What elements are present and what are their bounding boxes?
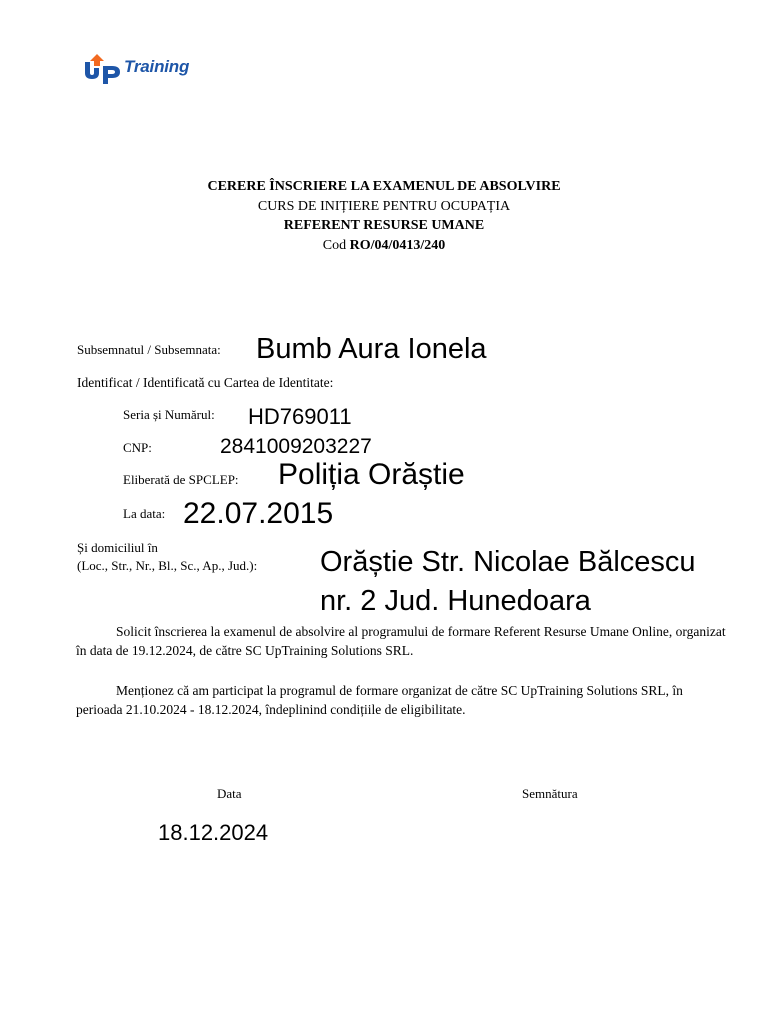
heading-line-3: REFERENT RESURSE UMANE (283, 218, 485, 233)
code-prefix: Cod (322, 237, 350, 253)
issue-date-value: 22.07.2015 (183, 497, 334, 530)
footer-date-value: 18.12.2024 (158, 820, 269, 845)
heading-line-1: CERERE ÎNSCRIERE LA EXAMENUL DE ABSOLVIRE (207, 179, 561, 194)
series-value: HD769011 (248, 404, 352, 429)
footer-date-label: Data (217, 786, 242, 801)
signature-label: Semnătura (522, 786, 578, 801)
cnp-value: 2841009203227 (220, 435, 372, 458)
document-heading (0, 177, 768, 255)
code-value: RO/04/0413/240 (349, 237, 446, 253)
name-value: Bumb Aura Ionela (256, 333, 487, 365)
issued-label: Eliberată de SPCLEP: (123, 472, 239, 487)
date-label: La data: (123, 506, 166, 521)
logo-wordmark: Training (124, 57, 190, 76)
series-label: Seria și Numărul: (123, 407, 215, 422)
request-paragraph (76, 622, 726, 660)
domicile-label-2: (Loc., Str., Nr., Bl., Sc., Ap., Jud.): (77, 558, 258, 573)
id-label: Identificat / Identificată cu Cartea de Identitate: (77, 375, 334, 390)
heading-line-2: CURS DE INIȚIERE PENTRU OCUPAȚIA (257, 198, 511, 214)
cnp-label: CNP: (123, 440, 152, 455)
participation-text: Menționez că am participat la programul de formare organizat de către SC UpTraining Solutions SRL, în perioada 21.10.2024 - 18.12.2024, îndeplinind condițiile de eligibilitate. (76, 683, 683, 717)
domicile-value-1: Orăștie Str. Nicolae Bălcescu (320, 546, 696, 578)
participation-paragraph (76, 681, 726, 719)
company-logo (82, 52, 202, 88)
domicile-label-1: Și domiciliul în (77, 540, 158, 555)
request-text: Solicit înscrierea la examenul de absolvire al programului de formare Referent Resurse Umane Online, organizat în data de 19.12.2024, de către SC UpTraining Solutions SRL. (76, 624, 726, 658)
domicile-value-2: nr. 2 Jud. Hunedoara (320, 585, 591, 617)
up-logo-icon (82, 52, 124, 84)
issued-value: Poliția Orăștie (278, 458, 465, 491)
name-label: Subsemnatul / Subsemnata: (77, 342, 221, 357)
heading-code (0, 236, 768, 256)
